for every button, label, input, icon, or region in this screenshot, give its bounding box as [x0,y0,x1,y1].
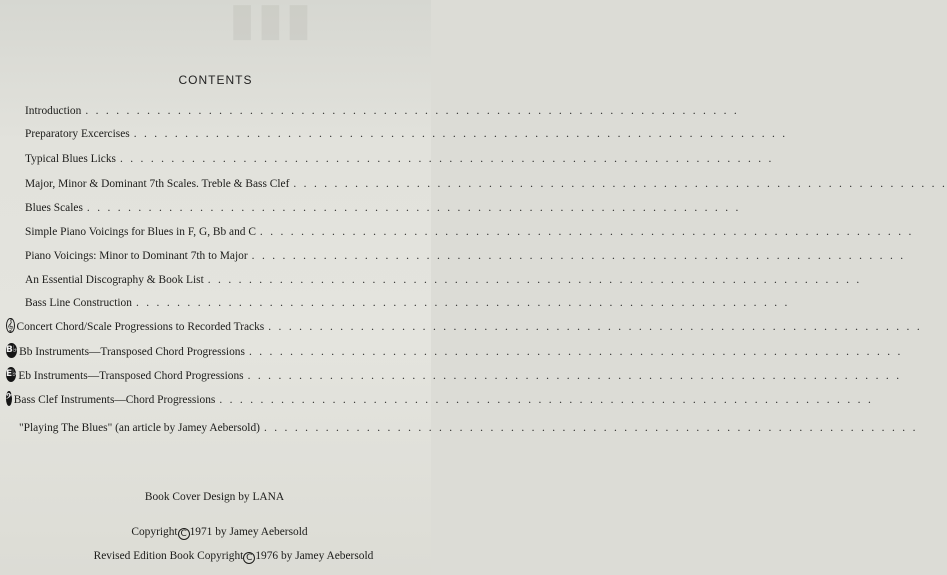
dot-leader: . . . . . . . . . . . . . . . . . . . . . . . . . . . . . . . . . . . . . . . . . . . . . . . . . . . . . . . . . . . . . . . . [259,226,914,238]
copyright-symbol-icon: C [178,528,190,540]
toc-entry [6,390,874,406]
revised-prefix: Revised Edition Book Copyright [93,550,244,562]
dot-leader: . . . . . . . . . . . . . . . . . . . . . . . . . . . . . . . . . . . . . . . . . . . . . . . . . . . . . . . . . . . . . . . . [133,128,788,140]
toc-entry-title: Piano Voicings: Minor to Dominant 7th to Major [25,250,248,262]
toc-entry-title: Introduction [25,105,82,117]
copyright-line [4,526,435,540]
cover-design-credit: Book Cover Design by LANA [144,491,285,503]
dot-leader: . . . . . . . . . . . . . . . . . . . . . . . . . . . . . . . . . . . . . . . . . . . . . . . . . . . . . . . . . . . . . . . . [119,153,774,165]
toc-entry [25,270,862,286]
toc-entry-title: Simple Piano Voicings for Blues in F, G, Bb and C [25,226,256,238]
toc-entry [25,222,914,238]
toc-entry-title: Preparatory Excercises [25,128,130,140]
copyright-symbol-icon: C [243,552,255,564]
toc-entry [25,149,774,165]
toc-entry [25,101,740,117]
dot-leader: . . . . . . . . . . . . . . . . . . . . . . . . . . . . . . . . . . . . . . . . . . . . . . . . . . . . . . . . . . . . . . . . [263,422,918,434]
dot-leader: . . . . . . . . . . . . . . . . . . . . . . . . . . . . . . . . . . . . . . . . . . . . . . . . . . . . . . . . . . . . . . . . [207,274,862,286]
treble-clef-icon: 𝄞 [7,319,14,332]
toc-entry-title: Major, Minor & Dominant 7th Scales. Treble & Bass Clef [25,178,290,190]
toc-entry-title: Blues Scales [25,202,83,214]
bb-badge-icon: B♭ [6,343,17,358]
dot-leader: . . . . . . . . . . . . . . . . . . . . . . . . . . . . . . . . . . . . . . . . . . . . . . . . . . . . . . . . . . . . . . . . [251,250,906,262]
dot-leader: . . . . . . . . . . . . . . . . . . . . . . . . . . . . . . . . . . . . . . . . . . . . . . . . . . . . . . . . . . . . . . . . [85,105,740,117]
toc-entry-title: An Essential Discography & Book List [25,274,204,286]
toc-entry [25,124,788,140]
page-title: CONTENTS [178,73,253,87]
toc-entry [6,366,902,382]
dot-leader: . . . . . . . . . . . . . . . . . . . . . . . . . . . . . . . . . . . . . . . . . . . . . . . . . . . . . . . . . . . . . . . . [86,202,741,214]
revised-text: 1976 by Jamey Aebersold [255,550,374,562]
dot-leader: . . . . . . . . . . . . . . . . . . . . . . . . . . . . . . . . . . . . . . . . . . . . . . . . . . . . . . . . . . . . . . . . [247,370,902,382]
toc-entry-title: Bb Instruments—Transposed Chord Progressions [19,346,245,358]
toc-entry-title: Bass Clef Instruments—Chord Progressions [13,394,216,406]
dot-leader: . . . . . . . . . . . . . . . . . . . . . . . . . . . . . . . . . . . . . . . . . . . . . . . . . . . . . . . . . . . . . . . . [219,394,874,406]
copyright-prefix: Copyright [131,526,178,538]
toc-entry [6,342,903,358]
dot-leader: . . . . . . . . . . . . . . . . . . . . . . . . . . . . . . . . . . . . . . . . . . . . . . . . . . . . . . . . . . . . . . . . [268,321,922,333]
toc-entry [6,317,922,333]
toc-entry-title: Typical Blues Licks [25,153,116,165]
revised-copyright-line [18,550,449,564]
toc-entry [25,293,790,309]
dot-leader: . . . . . . . . . . . . . . . . . . . . . . . . . . . . . . . . . . . . . . . . . . . . . . . . . . . . . . . . . . . . . . . . [293,178,947,190]
copyright-text: 1971 by Jamey Aebersold [189,526,308,538]
toc-entry [25,174,947,190]
toc-entry [19,418,918,434]
dot-leader: . . . . . . . . . . . . . . . . . . . . . . . . . . . . . . . . . . . . . . . . . . . . . . . . . . . . . . . . . . . . . . . . [135,297,790,309]
toc-entry [25,198,741,214]
toc-entry-title: "Playing The Blues" (an article by Jamey Aebersold) [19,422,260,434]
show-through-title: ▮▮▮ [230,0,315,44]
toc-entry-title: Eb Instruments—Transposed Chord Progressions [18,370,244,382]
toc-entry-title: Bass Line Construction [25,297,132,309]
eb-badge-icon: E♭ [6,367,16,382]
bass-clef-icon: 𝄢 [6,391,12,406]
toc-entry-title: Concert Chord/Scale Progressions to Recorded Tracks [16,321,265,333]
toc-entry [25,246,906,262]
dot-leader: . . . . . . . . . . . . . . . . . . . . . . . . . . . . . . . . . . . . . . . . . . . . . . . . . . . . . . . . . . . . . . . . [248,346,903,358]
